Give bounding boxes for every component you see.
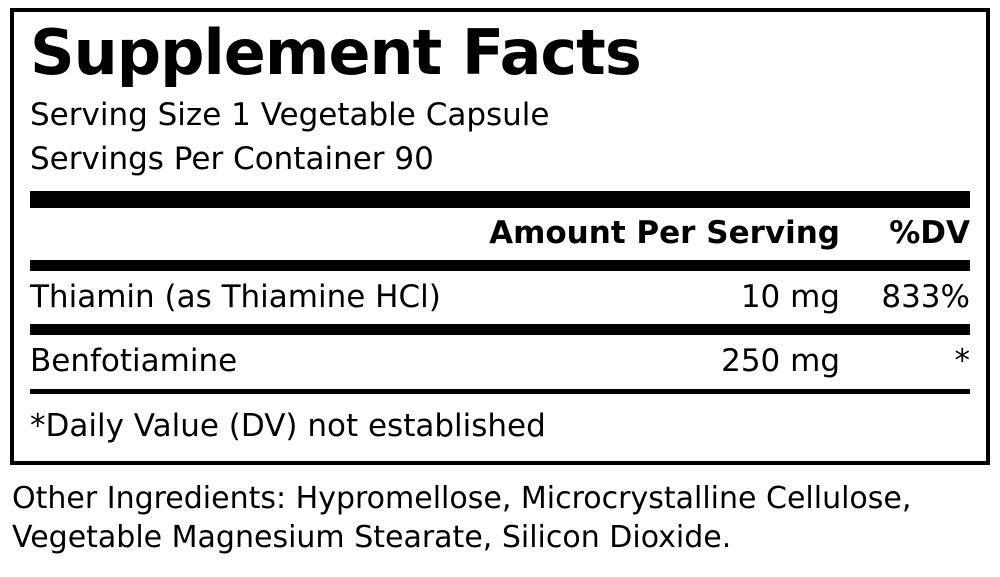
daily-value-footnote: *Daily Value (DV) not established [30, 408, 546, 445]
servings-per-container-text: Servings Per Container 90 [30, 140, 434, 177]
nutrient-name: Thiamin (as Thiamine HCl) [30, 278, 441, 315]
table-row [30, 335, 970, 389]
nutrient-name: Benfotiamine [30, 343, 238, 380]
amount-per-serving-header: Amount Per Serving [489, 214, 840, 251]
other-ingredients [12, 479, 988, 559]
nutrient-amount: 10 mg [740, 278, 840, 315]
other-ingredients-line-1: Other Ingredients: Hypromellose, Microcrystalline Cellulose, [12, 480, 912, 516]
column-header-row [30, 208, 970, 260]
panel-title: Supplement Facts [30, 16, 641, 89]
divider-thick-top [30, 191, 970, 208]
percent-dv-header: %DV [889, 214, 970, 251]
table-row [30, 271, 970, 325]
nutrient-dv: * [954, 343, 970, 380]
other-ingredients-line-2: Vegetable Magnesium Stearate, Silicon Dioxide. [12, 520, 732, 556]
divider-between-rows [30, 324, 970, 335]
nutrient-dv: 833% [881, 278, 970, 315]
supplement-facts-panel [10, 8, 990, 465]
serving-size-text: Serving Size 1 Vegetable Capsule [30, 96, 550, 133]
divider-under-headers [30, 260, 970, 271]
nutrient-amount: 250 mg [721, 343, 840, 380]
supplement-facts-label [0, 8, 1000, 558]
